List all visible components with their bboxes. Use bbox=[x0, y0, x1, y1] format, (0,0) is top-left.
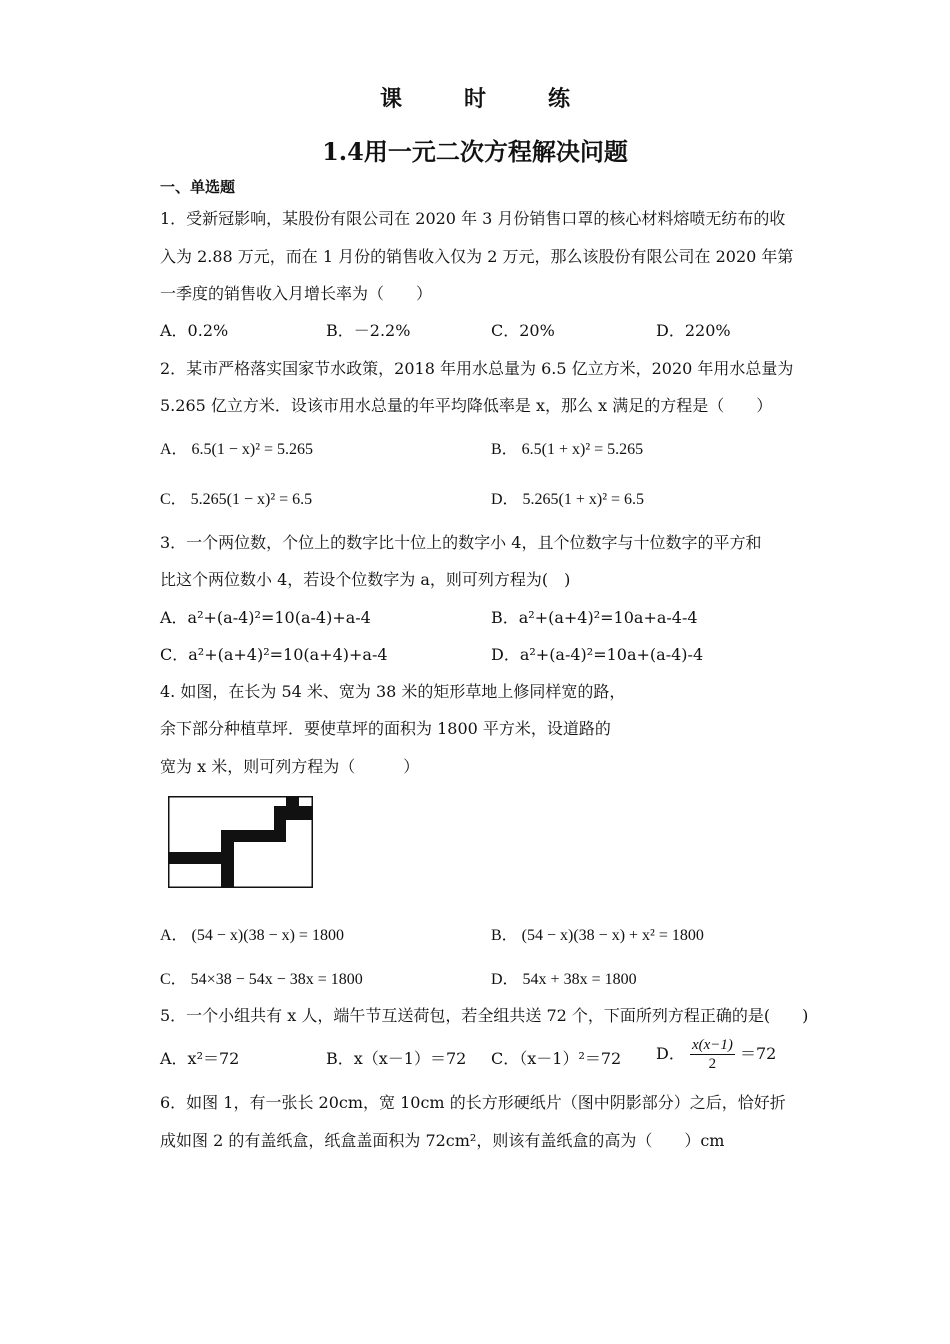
q2-option-b: B． 6.5(1 + x)² = 5.265 bbox=[491, 441, 644, 458]
section-label: 一、单选题 bbox=[160, 178, 236, 196]
q1-line1: 1．受新冠影响，某股份有限公司在 2020 年 3 月份销售口罩的核心材料熔喷无纺布的收 bbox=[160, 209, 786, 228]
q1-option-c: C．20% bbox=[491, 321, 555, 340]
q6-line1: 6．如图 1，有一张长 20cm，宽 10cm 的长方形硬纸片（图中阴影部分）之后，恰好折 bbox=[160, 1093, 786, 1112]
q2-option-c: C． 5.265(1 − x)² = 6.5 bbox=[160, 491, 313, 508]
q1-line3: 一季度的销售收入月增长率为（ ） bbox=[160, 284, 433, 303]
q2-option-d: D． 5.265(1 + x)² = 6.5 bbox=[491, 491, 645, 508]
q5-option-d-prefix: D． bbox=[656, 1044, 685, 1063]
lesson-title: 1.4用一元二次方程解决问题 bbox=[322, 137, 628, 166]
q3-option-d: D．a²+(a-4)²=10a+(a-4)-4 bbox=[491, 645, 704, 664]
q4-option-c: C． 54×38 − 54x − 38x = 1800 bbox=[160, 971, 363, 988]
q5-option-d-denominator: 2 bbox=[708, 1056, 717, 1072]
q1-option-a: A．0.2% bbox=[160, 321, 229, 340]
q2-line1: 2．某市严格落实国家节水政策，2018 年用水总量为 6.5 亿立方米，2020 年用水总量为 bbox=[160, 359, 794, 378]
q5-option-d-fraction bbox=[690, 1036, 735, 1073]
q4-option-a: A． (54 − x)(38 − x) = 1800 bbox=[160, 927, 344, 944]
q1-line2: 入为 2.88 万元，而在 1 月份的销售收入仅为 2 万元，那么该股份有限公司在 2020 年第 bbox=[160, 247, 794, 266]
q5-option-d bbox=[656, 1036, 776, 1073]
q1-option-b: B．－2.2% bbox=[326, 321, 411, 340]
q5-option-c: C．（x－1）²＝72 bbox=[491, 1049, 622, 1068]
q2-option-a: A． 6.5(1 − x)² = 5.265 bbox=[160, 441, 314, 458]
q4-option-b: B． (54 − x)(38 − x) + x² = 1800 bbox=[491, 927, 704, 944]
page-title: 课 时 练 bbox=[379, 86, 590, 112]
road-diagram bbox=[168, 796, 313, 888]
q4-option-d: D． 54x + 38x = 1800 bbox=[491, 971, 637, 988]
q5-option-d-suffix: ＝72 bbox=[739, 1044, 777, 1063]
q4-line3: 宽为 x 米，则可列方程为（ ） bbox=[160, 757, 420, 776]
q4-line1: 4. 如图，在长为 54 米、宽为 38 米的矩形草地上修同样宽的路， bbox=[160, 682, 626, 701]
q4-line2: 余下部分种植草坪．要使草坪的面积为 1800 平方米，设道路的 bbox=[160, 719, 611, 738]
q5-option-a: A．x²＝72 bbox=[160, 1049, 240, 1068]
q3-option-b: B．a²+(a+4)²=10a+a-4-4 bbox=[491, 608, 698, 627]
q5-option-b: B．x（x－1）＝72 bbox=[326, 1049, 467, 1068]
q5-option-d-numerator: x(x−1) bbox=[691, 1037, 733, 1053]
q1-option-d: D．220% bbox=[656, 321, 731, 340]
q3-option-a: A．a²+(a-4)²=10(a-4)+a-4 bbox=[160, 608, 371, 627]
q3-line1: 3．一个两位数，个位上的数字比十位上的数字小 4，且个位数字与十位数字的平方和 bbox=[160, 533, 762, 552]
q3-line2: 比这个两位数小 4，若设个位数字为 a，则可列方程为( ) bbox=[160, 570, 571, 589]
q5-line1: 5．一个小组共有 x 人，端午节互送荷包，若全组共送 72 个，下面所列方程正确的是( ) bbox=[160, 1006, 809, 1025]
q6-line2: 成如图 2 的有盖纸盒，纸盒盖面积为 72cm²，则该有盖纸盒的高为（ ）cm bbox=[160, 1131, 725, 1150]
q3-option-c: C．a²+(a+4)²=10(a+4)+a-4 bbox=[160, 645, 388, 664]
q2-line2: 5.265 亿立方米．设该市用水总量的年平均降低率是 x，那么 x 满足的方程是（ ） bbox=[160, 396, 773, 415]
